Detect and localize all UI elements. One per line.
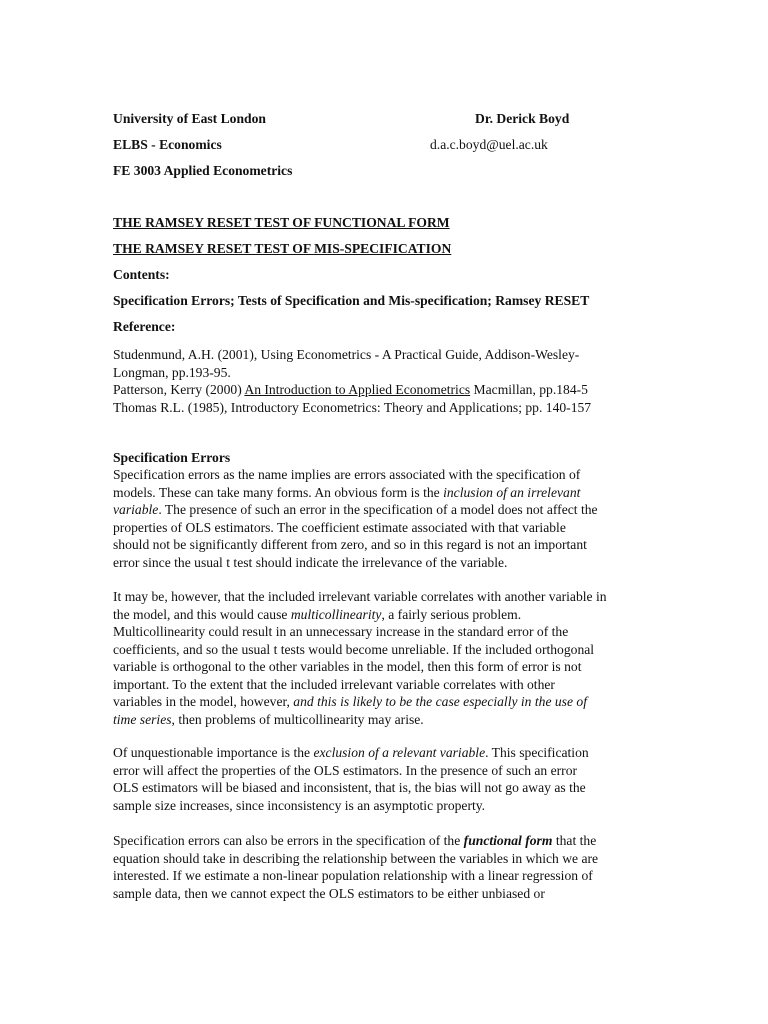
paragraph-line xyxy=(113,693,658,711)
text-span: Of unquestionable importance is the xyxy=(113,745,314,760)
paragraph-line xyxy=(113,711,658,729)
emphasis-text: and this is likely to be the case especially in the use of xyxy=(293,694,587,709)
reference-text: Macmillan, pp.184-5 xyxy=(470,382,588,397)
paragraph-line xyxy=(113,484,658,502)
emphasis-text: functional form xyxy=(463,833,553,848)
emphasis-text: variable xyxy=(113,502,159,517)
reference-book-title: An Introduction to Applied Econometrics xyxy=(244,382,471,397)
reference-text: Thomas R.L. (1985), Introductory Econometrics: Theory and Applications; pp. 140-157 xyxy=(113,399,592,415)
title-mis-specification: THE RAMSEY RESET TEST OF MIS-SPECIFICATION xyxy=(113,241,452,256)
paragraph-2 xyxy=(113,588,658,728)
paragraph-line: properties of OLS estimators. The coefficient estimate associated with that variable xyxy=(113,519,566,535)
paragraph-line: equation should take in describing the relationship between the variables in which we are xyxy=(113,850,599,866)
reference-item-continued xyxy=(113,364,658,382)
paragraph-line: coefficients, and so the usual t tests would become unreliable. If the included orthogonal xyxy=(113,641,595,657)
paragraph-line: It may be, however, that the included irrelevant variable correlates with another variable in xyxy=(113,589,607,604)
text-span: , a fairly serious problem. xyxy=(381,606,522,622)
paragraph-4 xyxy=(113,832,658,902)
reference-list xyxy=(113,346,658,416)
paragraph-1 xyxy=(113,466,658,571)
author-name: Dr. Derick Boyd xyxy=(475,111,570,126)
reference-item xyxy=(113,381,658,399)
emphasis-text: multicollinearity xyxy=(290,606,382,622)
paragraph-3 xyxy=(113,744,658,814)
emphasis-text: time series xyxy=(113,711,172,727)
text-span: , then problems of multicollinearity may arise. xyxy=(171,711,424,727)
emphasis-text: inclusion of an irrelevant xyxy=(443,484,581,500)
paragraph-line: variable is orthogonal to the other variables in the model, then this form of error is not xyxy=(113,659,582,674)
school-name: ELBS - Economics xyxy=(113,137,222,152)
paragraph-line: interested. If we estimate a non-linear population relationship with a linear regression of xyxy=(113,868,593,883)
paragraph-line xyxy=(113,744,658,762)
contents-text: Specification Errors; Tests of Specification and Mis-specification; Ramsey RESET xyxy=(113,293,590,308)
institution-name: University of East London xyxy=(113,111,266,126)
text-span: Specification errors can also be errors in the specification of the xyxy=(113,833,464,848)
reference-heading: Reference: xyxy=(113,319,176,334)
text-span: . This specification xyxy=(485,745,589,760)
paragraph-line: Specification errors as the name implies are errors associated with the specification of xyxy=(113,467,581,482)
reference-item xyxy=(113,346,658,364)
reference-text: Studenmund, A.H. (2001), Using Econometrics - A Practical Guide, Addison-Wesley- xyxy=(113,347,580,362)
paragraph-line: Multicollinearity could result in an unnecessary increase in the standard error of the xyxy=(113,624,569,639)
text-span: . The presence of such an error in the specification of a model does not affect the xyxy=(158,502,598,517)
paragraph-line: error will affect the properties of the OLS estimators. In the presence of such an error xyxy=(113,762,578,778)
title-functional-form: THE RAMSEY RESET TEST OF FUNCTIONAL FORM xyxy=(113,215,450,230)
paragraph-line: important. To the extent that the included irrelevant variable correlates with other xyxy=(113,676,555,692)
author-email: d.a.c.boyd@uel.ac.uk xyxy=(430,137,548,152)
reference-text: Patterson, Kerry (2000) xyxy=(113,382,245,397)
paragraph-line: sample data, then we cannot expect the OLS estimators to be either unbiased or xyxy=(113,885,545,901)
course-name: FE 3003 Applied Econometrics xyxy=(113,163,293,178)
reference-item xyxy=(113,399,658,417)
section-heading: Specification Errors xyxy=(113,450,231,465)
paragraph-line: error since the usual t test should indicate the irrelevance of the variable. xyxy=(113,554,508,570)
contents-heading: Contents: xyxy=(113,267,170,282)
reference-text: Longman, pp.193-95. xyxy=(113,364,231,380)
paragraph-line: OLS estimators will be biased and inconsistent, that is, the bias will not go away as the xyxy=(113,780,586,795)
paragraph-line xyxy=(113,832,658,850)
paragraph-line: should not be significantly different from zero, and so in this regard is not an important xyxy=(113,537,587,552)
text-span: that the xyxy=(552,833,597,848)
text-span: models. These can take many forms. An obvious form is the xyxy=(113,484,444,500)
text-span: the model, and this would cause xyxy=(113,606,291,622)
paragraph-line xyxy=(113,606,658,624)
emphasis-text: exclusion of a relevant variable xyxy=(313,745,486,760)
text-span: variables in the model, however, xyxy=(113,694,294,709)
paragraph-line xyxy=(113,501,658,519)
paragraph-line: sample size increases, since inconsistency is an asymptotic property. xyxy=(113,797,486,813)
